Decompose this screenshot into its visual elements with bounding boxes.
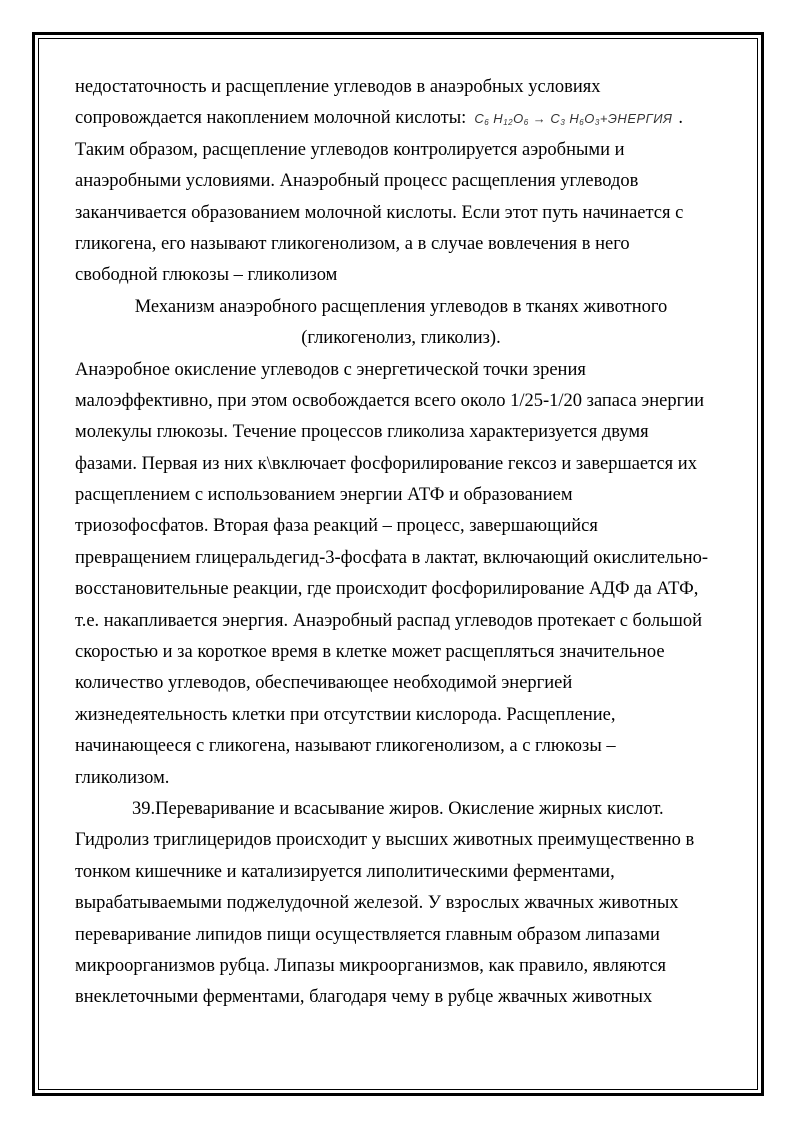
section-heading-line: Механизм анаэробного расщепления углеводов в тканях животного — [134, 296, 668, 317]
text-line: восстановительные реакции, где происходит фосфорилирование АДФ да АТФ, — [75, 579, 699, 600]
lactic-acid-formula: $C_6$ $H_{12}O_6 \to C_3$ $H_6O_3+ЭНЕРГИЯ$ — [474, 111, 673, 128]
section-heading-line: 39.Переваривание и всасывание жиров. Окисление жирных кислот. — [132, 798, 664, 819]
text-line: заканчивается образованием молочной кислоты. Если этот путь начинается с — [75, 202, 684, 223]
text-line: жизнедеятельность клетки при отсутствии кислорода. Расщепление, — [75, 704, 616, 725]
text-line: Таким образом, расщепление углеводов контролируется аэробными и — [75, 139, 625, 160]
text-fragment: сопровождается накоплением молочной кислоты: — [75, 108, 467, 129]
text-line-with-formula — [75, 103, 727, 134]
text-line: тонком кишечнике и катализируется липолитическими ферментами, — [75, 861, 615, 882]
text-line: расщеплением с использованием энергии АТФ и образованием — [75, 485, 573, 506]
document-body — [75, 72, 727, 1014]
text-line: переваривание липидов пищи осуществляется главным образом липазами — [75, 924, 660, 945]
text-line: вырабатываемыми поджелудочной железой. У взрослых жвачных животных — [75, 893, 679, 914]
text-line: превращением глицеральдегид-3-фосфата в лактат, включающий окислительно- — [75, 547, 709, 568]
text-line: малоэффективно, при этом освобождается всего около 1/25-1/20 запаса энергии — [75, 390, 704, 411]
text-line: начинающееся с гликогена, называют гликогенолизом, а с глюкозы – — [75, 736, 616, 757]
section-heading-line: (гликогенолиз, гликолиз). — [301, 328, 501, 349]
text-line: молекулы глюкозы. Течение процессов гликолиза характеризуется двумя — [75, 422, 649, 443]
text-line: триозофосфатов. Вторая фаза реакций – процесс, завершающийся — [75, 516, 598, 537]
text-line: т.е. накапливается энергия. Анаэробный распад углеводов протекает с большой — [75, 610, 703, 631]
text-line: гликолизом. — [75, 767, 170, 788]
text-line: внеклеточными ферментами, благодаря чему в рубце жвачных животных — [75, 987, 653, 1008]
text-line: фазами. Первая из них к\включает фосфорилирование гексоз и завершается их — [75, 453, 697, 474]
text-line: недостаточность и расщепление углеводов в анаэробных условиях — [75, 77, 601, 97]
text-line: свободной глюкозы – гликолизом — [75, 265, 338, 286]
text-line: количество углеводов, обеспечивающее необходимой энергией — [75, 673, 573, 694]
text-line: Анаэробное окисление углеводов с энергетической точки зрения — [75, 359, 586, 380]
formula-period: . — [678, 108, 684, 129]
text-line: анаэробными условиями. Анаэробный процесс расщепления углеводов — [75, 171, 639, 192]
text-line: Гидролиз триглицеридов происходит у высших животных преимущественно в — [75, 830, 695, 851]
text-line: скоростью и за короткое время в клетке может расщепляться значительное — [75, 642, 665, 663]
text-line: микроорганизмов рубца. Липазы микроорганизмов, как правило, являются — [75, 955, 667, 976]
text-line: гликогена, его называют гликогенолизом, а в случае вовлечения в него — [75, 233, 630, 254]
